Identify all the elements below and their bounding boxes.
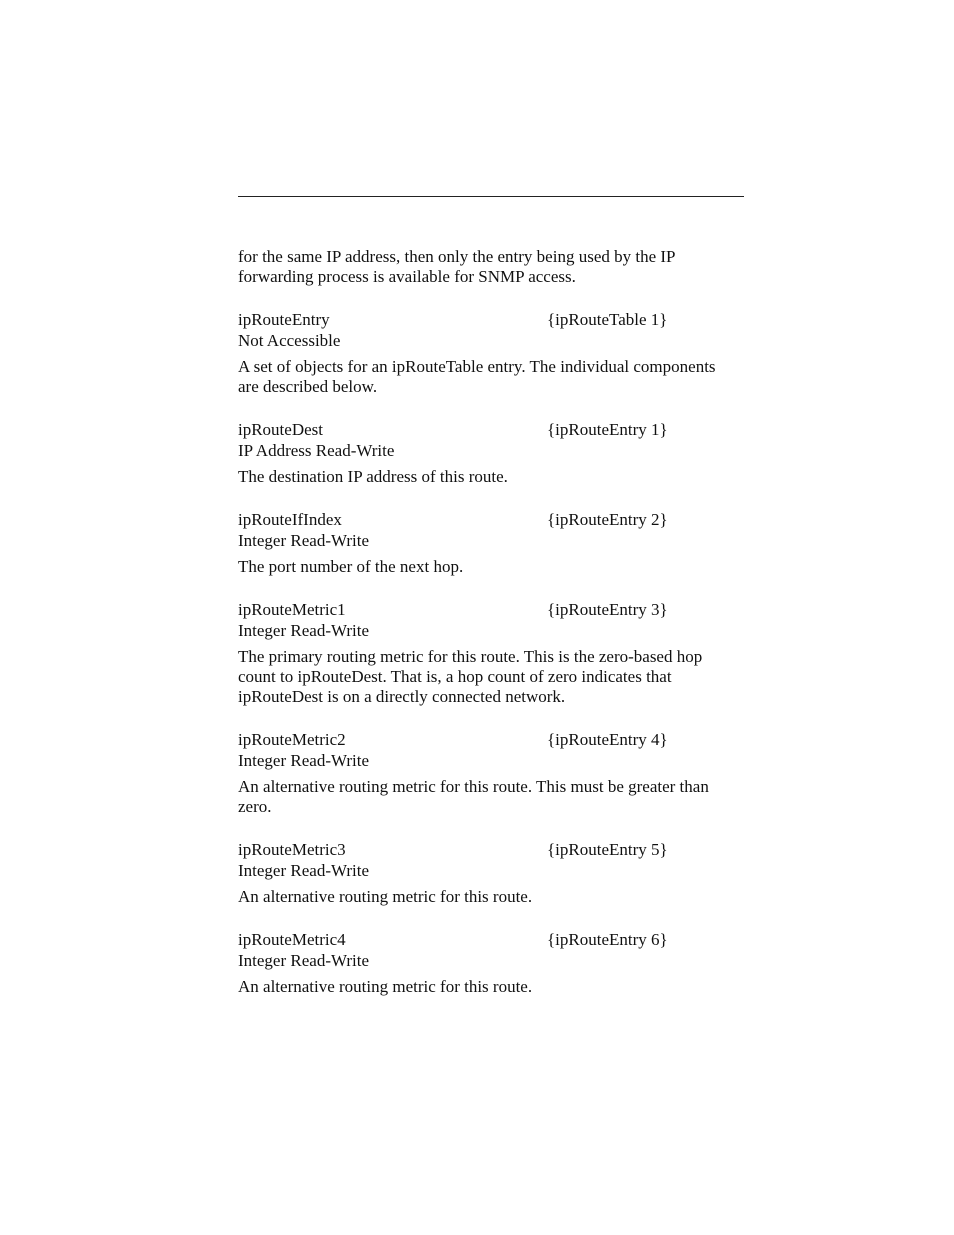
entry-access: Integer Read-Write — [238, 751, 369, 770]
entry-header — [238, 510, 738, 531]
mib-entry — [238, 310, 738, 397]
entry-name: ipRouteMetric4 — [238, 930, 346, 949]
entry-name: ipRouteMetric3 — [238, 840, 346, 859]
entry-access: IP Address Read-Write — [238, 441, 395, 460]
entry-name: ipRouteMetric2 — [238, 730, 346, 749]
entry-access: Integer Read-Write — [238, 621, 369, 640]
entry-header — [238, 730, 738, 751]
entry-name: ipRouteDest — [238, 420, 323, 439]
entry-oid: {ipRouteEntry 5} — [547, 840, 668, 859]
entry-name: ipRouteIfIndex — [238, 510, 342, 529]
entry-name: ipRouteMetric1 — [238, 600, 346, 619]
entry-oid: {ipRouteEntry 2} — [547, 510, 668, 529]
entry-header — [238, 600, 738, 621]
intro-paragraph: for the same IP address, then only the entry being used by the IP forwarding process is available for SNMP access. — [238, 247, 675, 286]
entry-description: An alternative routing metric for this route. This must be greater than zero. — [238, 777, 709, 816]
page-content — [238, 247, 738, 1020]
entry-name: ipRouteEntry — [238, 310, 330, 329]
entry-access: Not Accessible — [238, 331, 341, 350]
entry-oid: {ipRouteEntry 4} — [547, 730, 668, 749]
entry-oid: {ipRouteTable 1} — [547, 310, 668, 329]
entry-access: Integer Read-Write — [238, 531, 369, 550]
mib-entry — [238, 840, 738, 907]
entry-header — [238, 420, 738, 441]
entry-description: The primary routing metric for this route. This is the zero-based hop count to ipRouteDest. That is, a hop count of zero indicates that ipRouteDest is on a directly connected network. — [238, 647, 703, 706]
entry-description: The destination IP address of this route. — [238, 467, 508, 486]
mib-entry — [238, 510, 738, 577]
header-rule — [238, 196, 744, 197]
mib-entry — [238, 420, 738, 487]
entry-header — [238, 930, 738, 951]
entry-description: A set of objects for an ipRouteTable entry. The individual components are described below. — [238, 357, 716, 396]
entry-access: Integer Read-Write — [238, 861, 369, 880]
entry-oid: {ipRouteEntry 1} — [547, 420, 668, 439]
entry-description: An alternative routing metric for this route. — [238, 977, 533, 996]
entry-description: The port number of the next hop. — [238, 557, 464, 576]
entry-access: Integer Read-Write — [238, 951, 369, 970]
mib-entry — [238, 600, 738, 707]
entry-oid: {ipRouteEntry 6} — [547, 930, 668, 949]
mib-entry — [238, 930, 738, 997]
entry-description: An alternative routing metric for this route. — [238, 887, 533, 906]
entry-header — [238, 840, 738, 861]
mib-entry — [238, 730, 738, 817]
entry-header — [238, 310, 738, 331]
entry-oid: {ipRouteEntry 3} — [547, 600, 668, 619]
